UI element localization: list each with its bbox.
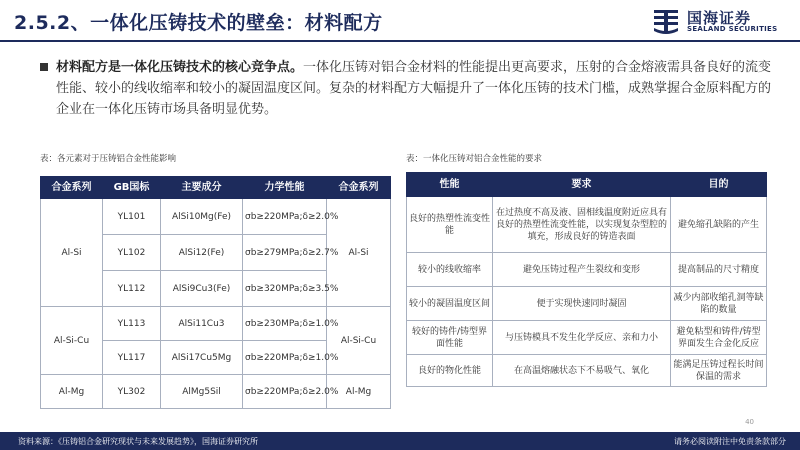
table-row [407,197,767,253]
performance-requirements-table [406,172,767,387]
page-title: 2.5.2、一体化压铸技术的壁垒：材料配方 [14,12,383,34]
bullet-square-icon [40,63,48,71]
table-row [41,375,391,409]
purpose-cell: 提高制品的尺寸精度 [671,253,767,287]
company-logo [651,5,786,37]
page-number: 40 [745,418,754,426]
sealand-logo-icon [651,6,681,36]
alloy-composition-table [40,176,391,409]
table2-header-requirement: 要求 [493,173,671,197]
table-row [41,307,391,341]
table-row [407,355,767,387]
series-cell: Al-Si [327,199,391,307]
gb-cell: YL113 [103,307,161,341]
composition-cell: AlSi12(Fe) [161,235,243,271]
series-cell: Al-Si-Cu [327,307,391,375]
gb-cell: YL101 [103,199,161,235]
mechanical-cell: σb≥230MPa;δ≥1.0% [243,307,327,341]
intro-rest: 一体化压铸对铝合金材料的性能提出更高要求，压射的合金熔液需具备良好的流变性能、较小的线收缩率和较小的凝固温度区间。复杂的材料配方大幅提升了一体化压铸的技术门槛，成熟掌握合金原料配方的企业在一体化压铸市场具备明显优势。 [56,60,772,117]
table1-header-gb: GB国标 [103,177,161,199]
requirement-cell: 避免压铸过程产生裂纹和变形 [493,253,671,287]
mechanical-cell: σb≥220MPa;δ≥2.0% [243,375,327,409]
purpose-cell: 避免粘型和铸件/铸型界面发生合金化反应 [671,321,767,355]
footer-source: 资料来源：《压铸铝合金研究现状与未来发展趋势》，国海证券研究所 [18,437,258,446]
logo-text-en: SEALAND SECURITIES [687,25,778,33]
series-cell: Al-Si [41,199,103,307]
property-cell: 较小的凝固温度区间 [407,287,493,321]
table-row [407,287,767,321]
table2-header-purpose: 目的 [671,173,767,197]
purpose-cell: 避免缩孔缺陷的产生 [671,197,767,253]
requirement-cell: 在高温熔融状态下不易吸气、氧化 [493,355,671,387]
intro-paragraph [56,57,776,120]
purpose-cell: 减少内部收缩孔洞等缺陷的数量 [671,287,767,321]
property-cell: 良好的物化性能 [407,355,493,387]
logo-text-cn: 国海证券 [687,9,752,27]
mechanical-cell: σb≥279MPa;δ≥2.7% [243,235,327,271]
composition-cell: AlMg5Sil [161,375,243,409]
property-cell: 良好的热塑性流变性能 [407,197,493,253]
footer-disclaimer: 请务必阅读附注中免责条款部分 [674,437,786,446]
composition-cell: AlSi10Mg(Fe) [161,199,243,235]
gb-cell: YL112 [103,271,161,307]
composition-cell: AlSi17Cu5Mg [161,341,243,375]
header-divider [0,40,800,42]
requirement-cell: 在过热度不高及液、固相线温度附近应具有良好的热塑性流变性能，以实现复杂型腔的填充，形成良好的铸造表面 [493,197,671,253]
intro-bold: 材料配方是一体化压铸技术的核心竞争点。 [56,60,304,75]
table1-header-series-2: 合金系列 [327,177,391,199]
table1-header-mechanical: 力学性能 [243,177,327,199]
mechanical-cell: σb≥220MPa;δ≥1.0% [243,341,327,375]
purpose-cell: 能满足压铸过程长时间保温的需求 [671,355,767,387]
table-row [41,199,391,235]
table2-caption: 表：一体化压铸对铝合金性能的要求 [406,154,543,164]
property-cell: 较好的铸件/铸型界面性能 [407,321,493,355]
requirement-cell: 与压铸模具不发生化学反应、亲和力小 [493,321,671,355]
table-row [407,321,767,355]
property-cell: 较小的线收缩率 [407,253,493,287]
gb-cell: YL117 [103,341,161,375]
table1-header-composition: 主要成分 [161,177,243,199]
series-cell: Al-Si-Cu [41,307,103,375]
table2-header-property: 性能 [407,173,493,197]
requirement-cell: 便于实现快速同时凝固 [493,287,671,321]
mechanical-cell: σb≥220MPa;δ≥2.0% [243,199,327,235]
table1-caption: 表：各元素对于压铸铝合金性能影响 [40,154,177,164]
mechanical-cell: σb≥320MPa;δ≥3.5% [243,271,327,307]
series-cell: Al-Mg [327,375,391,409]
gb-cell: YL302 [103,375,161,409]
composition-cell: AlSi11Cu3 [161,307,243,341]
table1-header-series: 合金系列 [41,177,103,199]
composition-cell: AlSi9Cu3(Fe) [161,271,243,307]
gb-cell: YL102 [103,235,161,271]
table-row [407,253,767,287]
series-cell: Al-Mg [41,375,103,409]
